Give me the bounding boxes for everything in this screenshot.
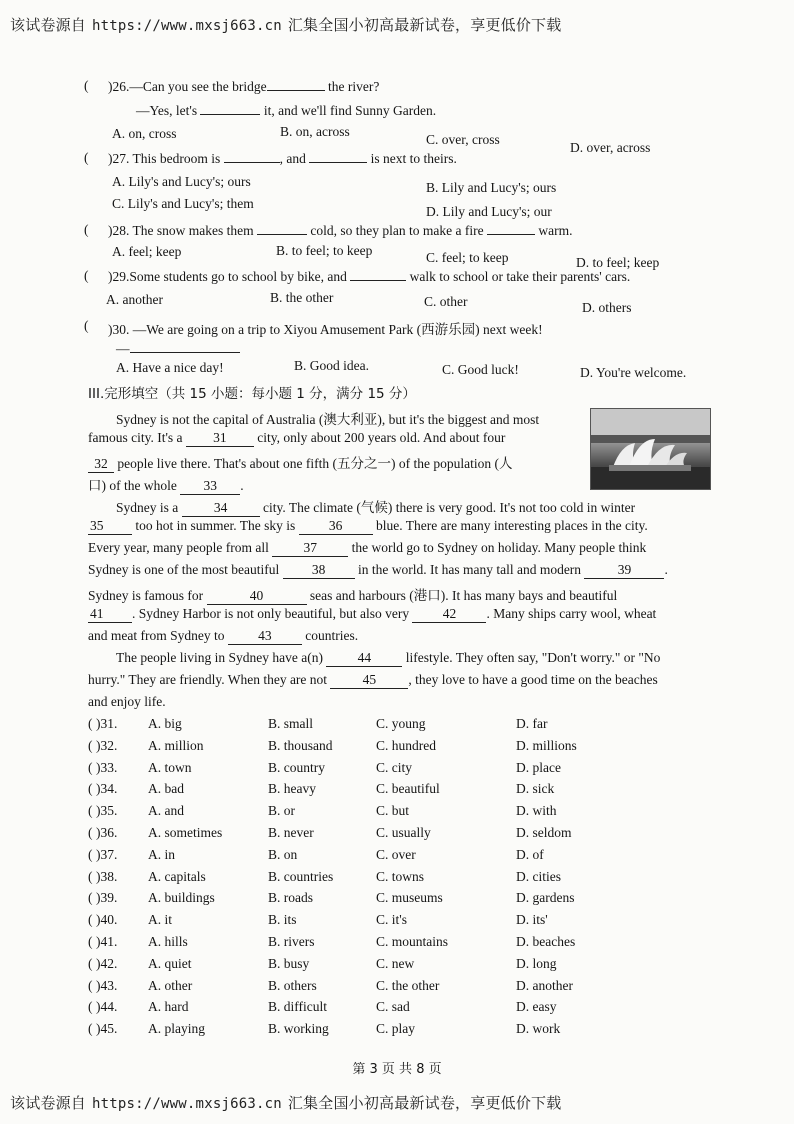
answer-paren[interactable]: ( [88,955,93,971]
question-number: )29. [108,269,130,284]
option-c[interactable]: C. over, cross [426,132,500,147]
option-c[interactable]: C. over [376,846,416,862]
question-27 [108,150,457,167]
question-number: )40. [96,912,118,928]
option-b[interactable]: B. others [268,977,317,993]
option-b[interactable]: B. never [268,825,314,840]
option-b[interactable]: B. to feel; to keep [276,243,373,258]
question-number: )31. [96,716,118,731]
option-c[interactable]: C. Good luck! [442,362,519,377]
blank-37[interactable]: 37 [272,540,348,557]
passage-line [88,540,646,557]
blank-41[interactable]: 41 [88,606,132,623]
passage-text: , they love to have a good time on the beaches [408,672,658,687]
option-b[interactable]: B. thousand [268,737,333,753]
passage-text: blue. There are many interesting places in the city. [376,518,648,533]
question-stem: the river? [327,79,380,94]
question-number: )45. [96,1021,118,1037]
option-a[interactable]: A. hard [148,999,189,1015]
blank-40[interactable]: 40 [207,588,307,605]
answer-paren[interactable]: ( [88,737,93,753]
question-number: )38. [96,868,118,884]
passage-line [88,518,648,535]
watermark-prefix: 该试卷源自 [10,16,87,34]
option-d[interactable]: D. over, across [570,140,651,155]
option-d[interactable]: D. work [516,1021,561,1037]
passage-text: The people living in Sydney have a(n) [116,650,323,665]
question-26 [108,78,379,95]
passage-text: in the world. It has many tall and modern [357,562,582,577]
option-c[interactable]: C. but [376,803,410,819]
option-c[interactable]: C. museums [376,890,443,906]
option-d[interactable]: D. beaches [516,934,576,949]
question-stem: warm. [538,223,573,238]
passage-line: and enjoy life. [88,694,166,709]
question-number: )34. [96,781,118,797]
option-c[interactable]: C. new [376,955,415,971]
passage-line [116,650,660,667]
blank-42[interactable]: 42 [412,606,486,623]
question-stem: — [116,341,130,356]
question-stem: The snow makes them [132,223,254,238]
option-a[interactable]: A. in [148,846,175,862]
option-c[interactable]: C. play [376,1021,415,1037]
option-b[interactable]: B. difficult [268,999,327,1015]
passage-text: city. The climate (气候) there is very good. It's not too cold in winter [263,500,636,515]
option-d[interactable]: D. to feel; keep [576,255,660,270]
passage-text: Sydney is a [116,500,179,515]
option-c[interactable]: C. beautiful [376,781,440,797]
answer-paren[interactable]: ( [84,78,89,93]
passage-text: Every year, many people from all [88,540,269,555]
option-b[interactable]: B. small [268,716,314,731]
blank-31[interactable]: 31 [186,430,254,447]
option-c[interactable]: C. it's [376,912,407,928]
option-a[interactable]: A. million [148,737,204,753]
passage-text: 口) of the whole [88,478,177,493]
answer-paren[interactable]: ( [84,150,89,165]
question-number: )33. [96,759,118,775]
passage-text: Sydney is famous for [88,588,204,603]
question-number: )43. [96,977,118,993]
option-d[interactable]: D. sick [516,781,555,797]
blank-44[interactable]: 44 [326,650,402,667]
answer-paren[interactable]: ( [84,222,89,237]
passage-line [88,452,512,473]
option-b[interactable]: B. busy [268,955,310,971]
passage-text: Sydney is one of the most beautiful [88,562,280,577]
passage-line [116,496,635,517]
option-a[interactable]: A. big [148,716,182,731]
option-a[interactable]: A. town [148,759,192,775]
passage-text: and meat from Sydney to [88,628,225,643]
option-a[interactable]: A. it [148,912,173,928]
passage-text: . [664,562,668,577]
watermark-suffix: 汇集全国小初高最新试卷，享更低价下载 [287,1094,562,1112]
option-d[interactable]: D. You're welcome. [580,365,687,380]
question-number: )39. [96,890,118,906]
option-d[interactable]: D. easy [516,999,557,1015]
option-d[interactable]: D. its' [516,912,548,928]
passage-text: countries. [305,628,359,643]
question-29 [108,268,630,285]
answer-paren[interactable]: ( [88,977,93,993]
passage-text: too hot in summer. The sky is [135,518,296,533]
option-a[interactable]: A. bad [148,781,184,797]
answer-paren[interactable]: ( [88,1021,93,1037]
option-a[interactable]: A. feel; keep [112,244,182,259]
watermark-prefix: 该试卷源自 [10,1094,87,1112]
option-c[interactable]: C. the other [376,977,440,993]
option-c[interactable]: C. other [424,294,468,309]
question-stem: —Yes, let's [136,103,198,118]
answer-paren[interactable]: ( [84,268,89,283]
question-number: )44. [96,999,118,1015]
answer-paren[interactable]: ( [88,781,93,797]
answer-paren[interactable]: ( [88,912,93,928]
option-b[interactable]: B. rivers [268,934,315,949]
option-b[interactable]: B. the other [270,290,334,305]
section-title: III.完形填空（共 15 小题：每小题 1 分，满分 15 分） [88,386,416,402]
answer-blank [200,102,260,115]
question-number: )30. [108,322,130,337]
question-stem: walk to school or take their parents' cars. [409,269,631,284]
question-28 [108,222,572,239]
option-d[interactable]: D. seldom [516,825,572,840]
answer-paren[interactable]: ( [88,846,93,862]
passage-line: Sydney is not the capital of Australia (澳大利亚), but it's the biggest and most [116,412,540,427]
passage-text: city, only about 200 years old. And about four [257,430,506,445]
answer-paren[interactable]: ( [88,759,93,775]
question-stem: it, and we'll find Sunny Garden. [263,103,437,118]
passage-line [88,606,656,623]
option-c[interactable]: C. Lily's and Lucy's; them [112,196,254,211]
option-d[interactable]: D. millions [516,737,577,753]
option-c[interactable]: C. young [376,716,426,731]
passage-line [88,430,505,447]
option-b[interactable]: B. on [268,846,298,862]
option-d[interactable]: D. long [516,955,557,971]
passage-text: the world go to Sydney on holiday. Many people think [351,540,647,555]
question-30 [108,318,543,338]
option-b[interactable]: B. on, across [280,124,350,139]
answer-blank [257,222,307,235]
option-b[interactable]: B. or [268,803,295,819]
option-d[interactable]: D. far [516,716,548,731]
question-number: )37. [96,846,118,862]
passage-text: people live there. That's about one fifth (五分之一) of the population (人 [117,456,513,471]
question-number: )42. [96,955,118,971]
question-stem: is next to theirs. [370,151,457,166]
option-b[interactable]: B. heavy [268,781,316,797]
question-stem: Some students go to school by bike, and [129,269,347,284]
passage-line [88,672,658,689]
answer-blank [350,268,406,281]
passage-text: famous city. It's a [88,430,183,445]
question-30-line2 [116,340,240,357]
option-b[interactable]: B. working [268,1021,329,1037]
option-b[interactable]: B. countries [268,868,334,884]
question-number: )26. [108,79,130,94]
option-a[interactable]: A. buildings [148,890,215,906]
option-a[interactable]: A. sometimes [148,825,223,840]
answer-blank [309,150,367,163]
option-b[interactable]: B. its [268,912,297,928]
blank-38[interactable]: 38 [283,562,355,579]
option-c[interactable]: C. hundred [376,737,436,753]
passage-line [88,584,617,605]
option-a[interactable]: A. and [148,803,184,819]
passage-text: . Sydney Harbor is not only beautiful, but also very [132,606,410,621]
option-c[interactable]: C. towns [376,868,425,884]
question-number: )27. [108,151,130,166]
blank-36[interactable]: 36 [299,518,373,535]
option-a[interactable]: A. capitals [148,868,206,884]
passage-text: . Many ships carry wool, wheat [486,606,657,621]
option-a[interactable]: A. another [106,292,163,307]
question-number: )28. [108,223,130,238]
blank-45[interactable]: 45 [330,672,408,689]
option-d[interactable]: D. another [516,977,573,993]
option-d[interactable]: D. with [516,803,557,819]
question-number: )41. [96,934,118,949]
option-a[interactable]: A. Have a nice day! [116,360,224,375]
answer-paren[interactable]: ( [88,825,93,840]
option-b[interactable]: B. country [268,759,325,775]
answer-paren[interactable]: ( [88,934,93,949]
answer-paren[interactable]: ( [88,999,93,1015]
option-d[interactable]: D. gardens [516,890,575,906]
option-a[interactable]: A. other [148,977,193,993]
option-a[interactable]: A. hills [148,934,188,949]
option-c[interactable]: C. sad [376,999,410,1015]
option-c[interactable]: C. feel; to keep [426,250,509,265]
watermark-top [10,14,561,35]
option-a[interactable]: A. on, cross [112,126,177,141]
option-c[interactable]: C. city [376,759,412,775]
option-d[interactable]: D. of [516,846,544,862]
passage-text: . [240,478,244,493]
answer-blank [224,150,280,163]
passage-text: seas and harbours (港口). It has many bays and beautiful [309,588,618,603]
option-d[interactable]: D. cities [516,868,561,884]
option-b[interactable]: B. Lily and Lucy's; ours [426,180,557,195]
answer-blank [487,222,535,235]
option-d[interactable]: D. others [582,300,632,315]
option-b[interactable]: B. roads [268,890,313,906]
question-number: )32. [96,737,118,753]
blank-43[interactable]: 43 [228,628,302,645]
blank-33[interactable]: 33 [180,478,240,495]
question-number: )36. [96,825,118,840]
blank-34[interactable]: 34 [182,500,260,517]
question-stem: , and [279,151,306,166]
option-a[interactable]: A. quiet [148,955,192,971]
answer-paren[interactable]: ( [88,803,93,819]
answer-paren[interactable]: ( [88,890,93,906]
question-26-line2 [136,102,436,119]
watermark-url[interactable]: https://www.mxsj663.cn [92,18,282,34]
question-number: )35. [96,803,118,819]
question-stem: This bedroom is [132,151,221,166]
watermark-url[interactable]: https://www.mxsj663.cn [92,1096,282,1112]
question-stem: —We are going on a trip to Xiyou Amusement Park (西游乐园) next week! [132,322,543,337]
answer-paren[interactable]: ( [88,868,93,884]
answer-blank [267,78,325,91]
option-c[interactable]: C. mountains [376,934,449,949]
sydney-opera-house-photo [590,408,711,490]
answer-paren[interactable]: ( [84,318,89,333]
passage-text: lifestyle. They often say, "Don't worry." or "No [405,650,661,665]
watermark-bottom [10,1092,561,1113]
page-footer: 第 3 页 共 8 页 [352,1062,442,1077]
passage-line [88,474,244,495]
option-a[interactable]: A. playing [148,1021,205,1037]
blank-39[interactable]: 39 [584,562,664,579]
passage-text: hurry." They are friendly. When they are not [88,672,328,687]
option-c[interactable]: C. usually [376,825,431,840]
blank-35[interactable]: 35 [88,518,132,535]
question-stem: cold, so they plan to make a fire [310,223,484,238]
option-d[interactable]: D. Lily and Lucy's; our [426,204,552,219]
blank-32[interactable]: 32 [88,456,114,473]
passage-line [88,562,668,579]
watermark-suffix: 汇集全国小初高最新试卷，享更低价下载 [287,16,562,34]
answer-paren[interactable]: ( [88,716,93,731]
passage-line [88,628,358,645]
option-a[interactable]: A. Lily's and Lucy's; ours [112,174,251,189]
option-b[interactable]: B. Good idea. [294,358,369,373]
option-d[interactable]: D. place [516,759,561,775]
question-stem: —Can you see the bridge [129,79,267,94]
answer-blank [130,340,240,353]
